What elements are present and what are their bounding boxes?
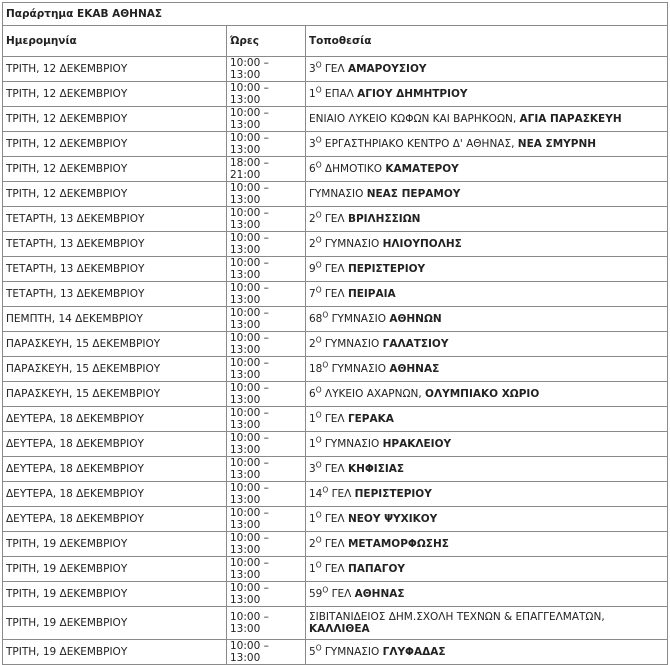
location-number: 7	[309, 288, 316, 300]
cell-location	[306, 332, 668, 357]
cell-location	[306, 482, 668, 507]
location-area: ΝΕΑ ΣΜΥΡΝΗ	[517, 138, 597, 150]
location-number: 59	[309, 588, 323, 600]
ordinal-superscript: Ο	[322, 585, 329, 595]
location-prefix: ΓΕΛ	[328, 488, 355, 500]
cell-location	[306, 582, 668, 607]
location-area: ΗΡΑΚΛΕΙΟΥ	[382, 438, 452, 450]
location-area: ΓΕΡΑΚΑ	[347, 413, 394, 425]
cell-location	[306, 407, 668, 432]
cell-date: ΤΡΙΤΗ, 12 ΔΕΚΕΜΒΡΙΟΥ	[3, 157, 227, 182]
cell-location	[306, 382, 668, 407]
location-number: 5	[309, 646, 316, 658]
cell-date: ΤΡΙΤΗ, 12 ΔΕΚΕΜΒΡΙΟΥ	[3, 107, 227, 132]
cell-location	[306, 107, 668, 132]
location-number: 6	[309, 163, 316, 175]
cell-hours: 10:00 – 13:00	[227, 407, 306, 432]
location-area: ΑΓΙΟΥ ΔΗΜΗΤΡΙΟΥ	[357, 88, 468, 100]
location-prefix: ΓΕΛ	[321, 213, 348, 225]
cell-hours: 10:00 – 13:00	[227, 57, 306, 82]
ordinal-superscript: Ο	[315, 643, 322, 653]
ordinal-superscript: Ο	[315, 460, 322, 470]
table-body	[3, 57, 668, 665]
cell-hours: 10:00 – 13:00	[227, 132, 306, 157]
table-row	[3, 507, 668, 532]
location-number: 2	[309, 338, 316, 350]
location-number: 18	[309, 363, 323, 375]
cell-location	[306, 507, 668, 532]
cell-hours: 10:00 – 13:00	[227, 282, 306, 307]
location-prefix: ΓΥΜΝΑΣΙΟ	[309, 188, 367, 200]
location-area: ΠΕΙΡΑΙΑ	[347, 288, 396, 300]
location-area: ΑΓΙΑ ΠΑΡΑΣΚΕΥΗ	[519, 113, 622, 125]
cell-hours: 10:00 – 13:00	[227, 532, 306, 557]
cell-location	[306, 82, 668, 107]
location-prefix: ΕΠΑΛ	[321, 88, 358, 100]
location-number: 2	[309, 238, 316, 250]
location-prefix: ΓΥΜΝΑΣΙΟ	[321, 238, 383, 250]
cell-location	[306, 207, 668, 232]
table-title: Παράρτημα ΕΚΑΒ ΑΘΗΝΑΣ	[3, 3, 668, 26]
table-row	[3, 232, 668, 257]
location-prefix: ΓΕΛ	[328, 588, 355, 600]
ordinal-superscript: Ο	[315, 60, 322, 70]
cell-location	[306, 157, 668, 182]
location-prefix: ΓΕΛ	[321, 513, 348, 525]
cell-date: ΤΡΙΤΗ, 12 ΔΕΚΕΜΒΡΙΟΥ	[3, 182, 227, 207]
header-hours: Ώρες	[227, 26, 306, 57]
cell-location	[306, 257, 668, 282]
cell-location	[306, 182, 668, 207]
cell-location	[306, 607, 668, 640]
cell-date: ΤΡΙΤΗ, 19 ΔΕΚΕΜΒΡΙΟΥ	[3, 557, 227, 582]
location-area: ΚΑΜΑΤΕΡΟΥ	[385, 163, 459, 175]
location-area: ΝΕΟΥ ΨΥΧΙΚΟΥ	[347, 513, 438, 525]
ordinal-superscript: Ο	[315, 435, 322, 445]
location-area: ΑΘΗΝΑΣ	[354, 588, 405, 600]
cell-location	[306, 640, 668, 665]
table-row	[3, 607, 668, 640]
ordinal-superscript: Ο	[322, 310, 329, 320]
location-number: 1	[309, 413, 316, 425]
cell-location	[306, 532, 668, 557]
cell-date: ΤΕΤΑΡΤΗ, 13 ΔΕΚΕΜΒΡΙΟΥ	[3, 257, 227, 282]
cell-date: ΔΕΥΤΕΡΑ, 18 ΔΕΚΕΜΒΡΙΟΥ	[3, 482, 227, 507]
table-row	[3, 532, 668, 557]
table-row	[3, 582, 668, 607]
location-number: 1	[309, 88, 316, 100]
cell-date: ΤΡΙΤΗ, 12 ΔΕΚΕΜΒΡΙΟΥ	[3, 57, 227, 82]
cell-location	[306, 557, 668, 582]
cell-date: ΤΡΙΤΗ, 19 ΔΕΚΕΜΒΡΙΟΥ	[3, 607, 227, 640]
table-row	[3, 282, 668, 307]
location-prefix: ΔΗΜΟΤΙΚΟ	[321, 163, 386, 175]
location-prefix: ΓΥΜΝΑΣΙΟ	[321, 338, 383, 350]
ordinal-superscript: Ο	[315, 335, 322, 345]
table-row	[3, 132, 668, 157]
cell-date: ΤΡΙΤΗ, 19 ΔΕΚΕΜΒΡΙΟΥ	[3, 640, 227, 665]
table-row	[3, 357, 668, 382]
ordinal-superscript: Ο	[315, 135, 322, 145]
header-row	[3, 26, 668, 57]
ordinal-superscript: Ο	[315, 385, 322, 395]
ordinal-superscript: Ο	[315, 160, 322, 170]
location-area: ΓΛΥΦΑΔΑΣ	[382, 646, 446, 658]
ordinal-superscript: Ο	[315, 535, 322, 545]
location-number: 6	[309, 388, 316, 400]
table-row	[3, 457, 668, 482]
location-area: ΜΕΤΑΜΟΡΦΩΣΗΣ	[347, 538, 449, 550]
table-row	[3, 557, 668, 582]
cell-date: ΤΕΤΑΡΤΗ, 13 ΔΕΚΕΜΒΡΙΟΥ	[3, 232, 227, 257]
cell-location	[306, 457, 668, 482]
table-row	[3, 82, 668, 107]
location-area: ΚΑΛΛΙΘΕΑ	[309, 623, 370, 635]
cell-location	[306, 432, 668, 457]
ordinal-superscript: Ο	[315, 410, 322, 420]
location-area: ΒΡΙΛΗΣΣΙΩΝ	[347, 213, 421, 225]
cell-location	[306, 132, 668, 157]
cell-date: ΠΕΜΠΤΗ, 14 ΔΕΚΕΜΒΡΙΟΥ	[3, 307, 227, 332]
table-row	[3, 640, 668, 665]
location-number: 9	[309, 263, 316, 275]
cell-hours: 10:00 – 13:00	[227, 640, 306, 665]
cell-date: ΠΑΡΑΣΚΕΥΗ, 15 ΔΕΚΕΜΒΡΙΟΥ	[3, 357, 227, 382]
ordinal-superscript: Ο	[315, 85, 322, 95]
cell-hours: 10:00 – 13:00	[227, 332, 306, 357]
location-prefix: ΓΥΜΝΑΣΙΟ	[328, 313, 390, 325]
cell-hours: 10:00 – 13:00	[227, 357, 306, 382]
cell-date: ΠΑΡΑΣΚΕΥΗ, 15 ΔΕΚΕΜΒΡΙΟΥ	[3, 382, 227, 407]
location-area: ΑΜΑΡΟΥΣΙΟΥ	[347, 63, 427, 75]
location-area: ΝΕΑΣ ΠΕΡΑΜΟΥ	[366, 188, 461, 200]
ordinal-superscript: Ο	[322, 360, 329, 370]
title-row	[3, 3, 668, 26]
cell-date: ΔΕΥΤΕΡΑ, 18 ΔΕΚΕΜΒΡΙΟΥ	[3, 432, 227, 457]
cell-hours: 10:00 – 13:00	[227, 457, 306, 482]
location-prefix: ΓΥΜΝΑΣΙΟ	[328, 363, 390, 375]
ordinal-superscript: Ο	[315, 260, 322, 270]
schedule-table	[2, 2, 668, 665]
location-number: 68	[309, 313, 323, 325]
location-area: ΠΕΡΙΣΤΕΡΙΟΥ	[347, 263, 426, 275]
location-number: 1	[309, 513, 316, 525]
location-area: ΟΛΥΜΠΙΑΚΟ ΧΩΡΙΟ	[425, 388, 540, 400]
cell-date: ΤΡΙΤΗ, 12 ΔΕΚΕΜΒΡΙΟΥ	[3, 82, 227, 107]
location-prefix: ΓΕΛ	[321, 563, 348, 575]
cell-hours: 10:00 – 13:00	[227, 207, 306, 232]
cell-hours: 10:00 – 13:00	[227, 182, 306, 207]
location-area: ΓΑΛΑΤΣΙΟΥ	[382, 338, 449, 350]
location-prefix: ΓΥΜΝΑΣΙΟ	[321, 438, 383, 450]
location-area: ΠΑΠΑΓΟΥ	[347, 563, 405, 575]
table-row	[3, 157, 668, 182]
location-number: 2	[309, 538, 316, 550]
cell-hours: 10:00 – 13:00	[227, 482, 306, 507]
location-prefix: ΓΕΛ	[321, 413, 348, 425]
cell-location	[306, 307, 668, 332]
location-area: ΚΗΦΙΣΙΑΣ	[347, 463, 405, 475]
cell-hours: 10:00 – 13:00	[227, 582, 306, 607]
location-area: ΑΘΗΝΑΣ	[389, 363, 440, 375]
cell-date: ΤΡΙΤΗ, 12 ΔΕΚΕΜΒΡΙΟΥ	[3, 132, 227, 157]
table-row	[3, 57, 668, 82]
location-prefix: ΓΥΜΝΑΣΙΟ	[321, 646, 383, 658]
location-prefix: ΓΕΛ	[321, 263, 348, 275]
cell-hours: 10:00 – 13:00	[227, 507, 306, 532]
cell-location	[306, 57, 668, 82]
table-row	[3, 382, 668, 407]
cell-date: ΤΡΙΤΗ, 19 ΔΕΚΕΜΒΡΙΟΥ	[3, 532, 227, 557]
cell-date: ΤΡΙΤΗ, 19 ΔΕΚΕΜΒΡΙΟΥ	[3, 582, 227, 607]
location-prefix: ΣΙΒΙΤΑΝΙΔΕΙΟΣ ΔΗΜ.ΣΧΟΛΗ ΤΕΧΝΩΝ & ΕΠΑΓΓΕΛΜΑΤΩΝ,	[309, 611, 608, 623]
ordinal-superscript: Ο	[315, 285, 322, 295]
cell-date: ΤΕΤΑΡΤΗ, 13 ΔΕΚΕΜΒΡΙΟΥ	[3, 282, 227, 307]
location-number: 2	[309, 213, 316, 225]
ordinal-superscript: Ο	[315, 235, 322, 245]
cell-hours: 10:00 – 13:00	[227, 107, 306, 132]
cell-hours: 18:00 – 21:00	[227, 157, 306, 182]
cell-hours: 10:00 – 13:00	[227, 607, 306, 640]
cell-date: ΔΕΥΤΕΡΑ, 18 ΔΕΚΕΜΒΡΙΟΥ	[3, 407, 227, 432]
cell-date: ΔΕΥΤΕΡΑ, 18 ΔΕΚΕΜΒΡΙΟΥ	[3, 507, 227, 532]
header-location: Τοποθεσία	[306, 26, 668, 57]
ordinal-superscript: Ο	[315, 210, 322, 220]
ordinal-superscript: Ο	[315, 510, 322, 520]
location-number: 3	[309, 463, 316, 475]
table-row	[3, 332, 668, 357]
table-row	[3, 107, 668, 132]
location-number: 3	[309, 63, 316, 75]
location-prefix: ΕΝΙΑΙΟ ΛΥΚΕΙΟ ΚΩΦΩΝ ΚΑΙ ΒΑΡΗΚΟΩΝ,	[309, 113, 520, 125]
table-row	[3, 432, 668, 457]
location-prefix: ΓΕΛ	[321, 288, 348, 300]
cell-hours: 10:00 – 13:00	[227, 257, 306, 282]
location-number: 3	[309, 138, 316, 150]
cell-hours: 10:00 – 13:00	[227, 232, 306, 257]
table-row	[3, 257, 668, 282]
cell-hours: 10:00 – 13:00	[227, 382, 306, 407]
cell-hours: 10:00 – 13:00	[227, 432, 306, 457]
location-area: ΑΘΗΝΩΝ	[389, 313, 442, 325]
location-area: ΠΕΡΙΣΤΕΡΙΟΥ	[354, 488, 432, 500]
ordinal-superscript: Ο	[322, 485, 329, 495]
location-area: ΗΛΙΟΥΠΟΛΗΣ	[382, 238, 462, 250]
cell-hours: 10:00 – 13:00	[227, 307, 306, 332]
cell-date: ΤΕΤΑΡΤΗ, 13 ΔΕΚΕΜΒΡΙΟΥ	[3, 207, 227, 232]
table-row	[3, 207, 668, 232]
cell-hours: 10:00 – 13:00	[227, 82, 306, 107]
location-number: 1	[309, 563, 316, 575]
cell-date: ΠΑΡΑΣΚΕΥΗ, 15 ΔΕΚΕΜΒΡΙΟΥ	[3, 332, 227, 357]
cell-date: ΔΕΥΤΕΡΑ, 18 ΔΕΚΕΜΒΡΙΟΥ	[3, 457, 227, 482]
location-prefix: ΓΕΛ	[321, 463, 348, 475]
ordinal-superscript: Ο	[315, 560, 322, 570]
location-number: 14	[309, 488, 323, 500]
location-prefix: ΕΡΓΑΣΤΗΡΙΑΚΟ ΚΕΝΤΡΟ Δ' ΑΘΗΝΑΣ,	[321, 138, 518, 150]
cell-hours: 10:00 – 13:00	[227, 557, 306, 582]
cell-location	[306, 282, 668, 307]
location-prefix: ΓΕΛ	[321, 63, 348, 75]
cell-location	[306, 232, 668, 257]
header-date: Ημερομηνία	[3, 26, 227, 57]
location-number: 1	[309, 438, 316, 450]
table-row	[3, 407, 668, 432]
table-row	[3, 182, 668, 207]
location-prefix: ΛΥΚΕΙΟ ΑΧΑΡΝΩΝ,	[321, 388, 426, 400]
location-prefix: ΓΕΛ	[321, 538, 348, 550]
cell-location	[306, 357, 668, 382]
table-row	[3, 482, 668, 507]
table-row	[3, 307, 668, 332]
